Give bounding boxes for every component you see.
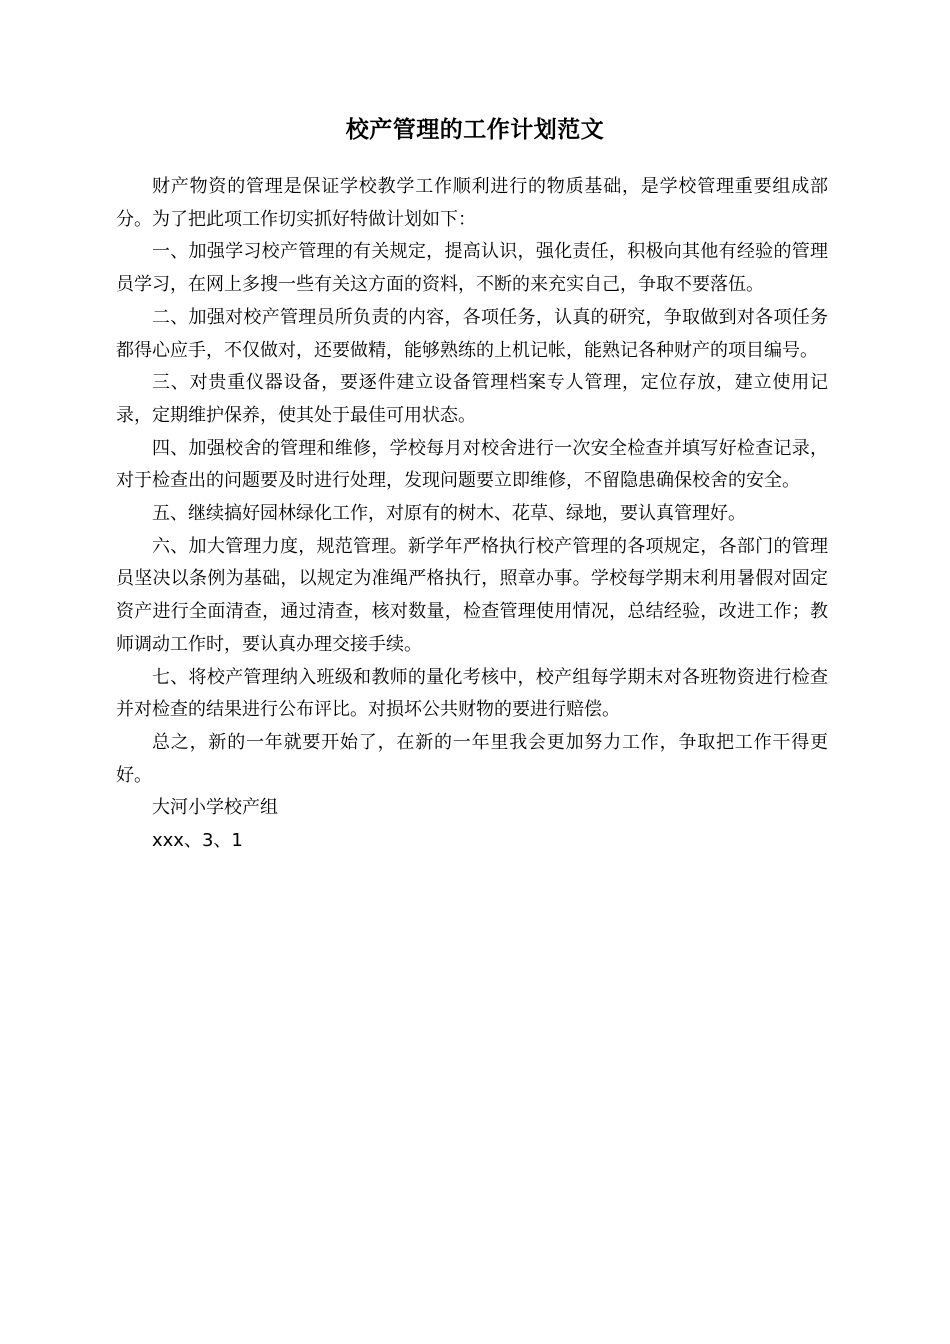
- paragraph-intro: 财产物资的管理是保证学校教学工作顺利进行的物质基础，是学校管理重要组成部分。为了把此项工作切实抓好特做计划如下：: [116, 176, 828, 230]
- paragraph-item-6: 六、加大管理力度，规范管理。新学年严格执行校产管理的各项规定，各部门的管理员坚决以条例为基础，以规定为准绳严格执行，照章办事。学校每学期末利用暑假对固定资产进行全面清查，通过清查，核对数量，检查管理使用情况，总结经验，改进工作；教师调动工作时，要认真办理交接手续。: [116, 535, 828, 655]
- paragraph-conclusion: 总之，新的一年就要开始了，在新的一年里我会更加努力工作，争取把工作干得更好。: [116, 731, 828, 786]
- paragraph-item-7: 七、将校产管理纳入班级和教师的量化考核中，校产组每学期末对各班物资进行检查并对检查的结果进行公布评比。对损坏公共财物的要进行赔偿。: [116, 666, 828, 721]
- date: xxx、3、1: [152, 830, 243, 852]
- signature: 大河小学校产组: [152, 797, 278, 819]
- paragraph-item-3: 三、对贵重仪器设备，要逐件建立设备管理档案专人管理，定位存放，建立使用记录，定期维护保养，使其处于最佳可用状态。: [116, 372, 828, 426]
- paragraph-item-5: 五、继续搞好园林绿化工作，对原有的树木、花草、绿地，要认真管理好。: [152, 503, 746, 525]
- document-body: [116, 171, 828, 858]
- document-title: 校产管理的工作计划范文: [345, 117, 605, 143]
- paragraph-item-4: 四、加强校舍的管理和维修，学校每月对校舍进行一次安全检查并填写好检查记录，对于检查出的问题要及时进行处理，发现问题要立即维修，不留隐患确保校舍的安全。: [116, 437, 828, 492]
- paragraph-item-1: 一、加强学习校产管理的有关规定，提高认识，强化责任，积极向其他有经验的管理员学习，在网上多搜一些有关这方面的资料，不断的来充实自己，争取不要落伍。: [116, 241, 828, 296]
- paragraph-item-2: 二、加强对校产管理员所负责的内容，各项任务，认真的研究，争取做到对各项任务都得心应手，不仅做对，还要做精，能够熟练的上机记帐，能熟记各种财产的项目编号。: [116, 306, 828, 361]
